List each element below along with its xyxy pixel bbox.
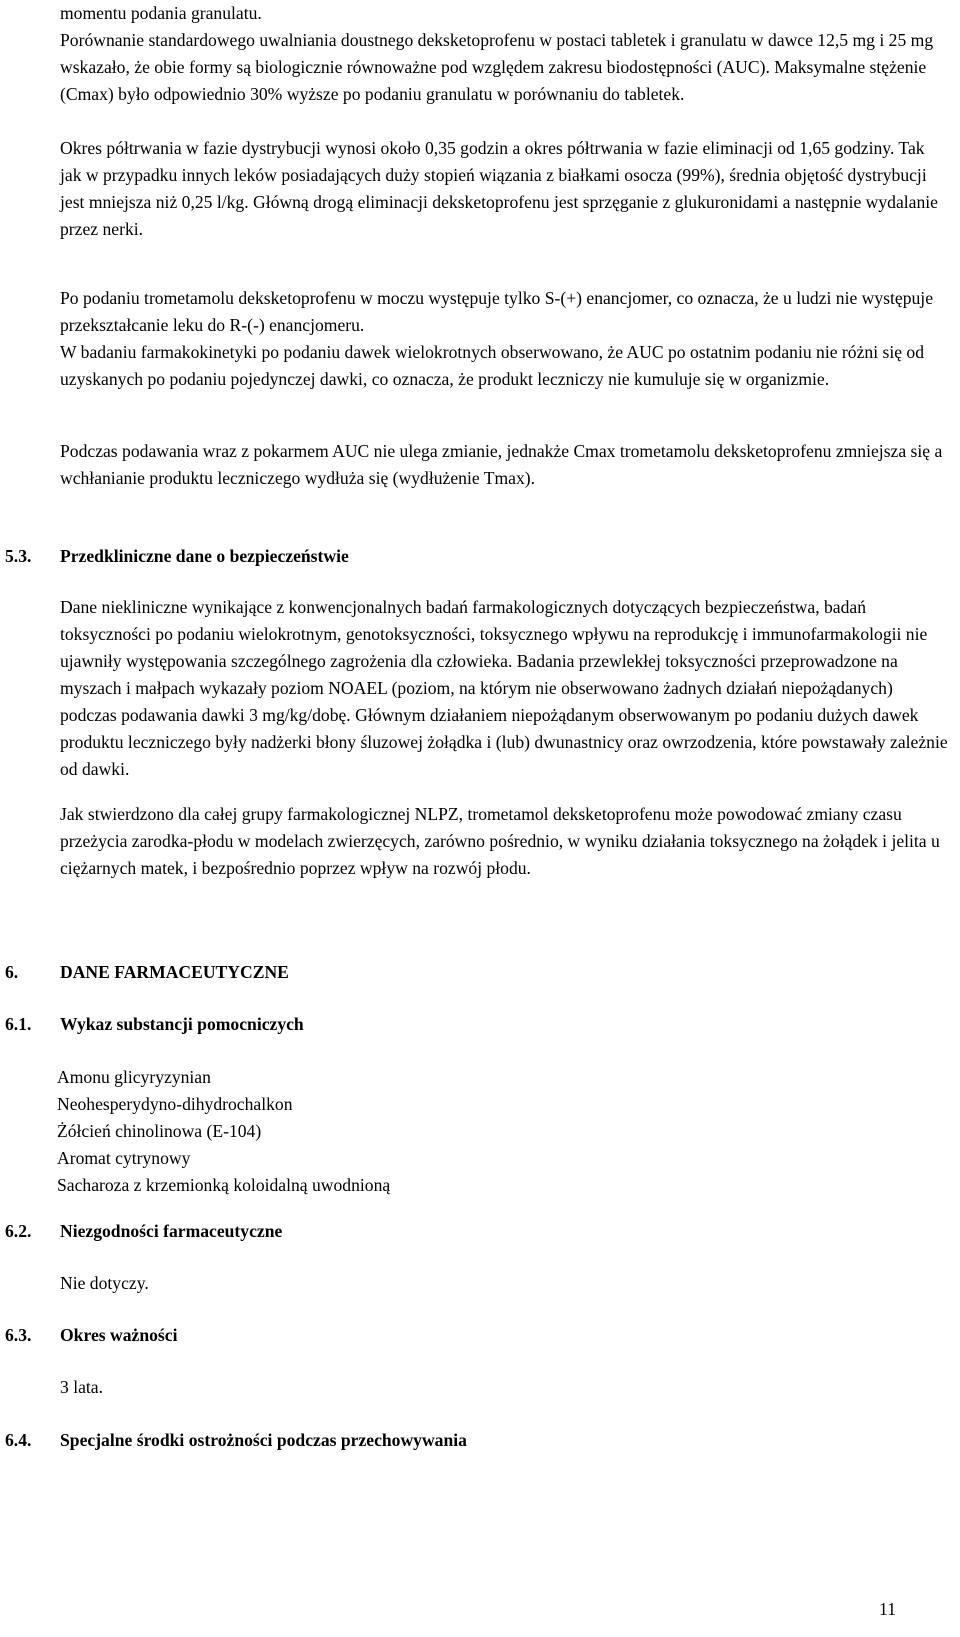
section-title: Okres ważności xyxy=(60,1325,178,1345)
preclinical-paragraph-2: Jak stwierdzono dla całej grupy farmakologicznej NLPZ, trometamol deksketoprofenu może powodować zmiany czasu przeżycia zarodka-płodu w modelach zwierzęcych, zarówno pośrednio, w wyniku działania toksycznego na żołądek i jelita u ciężarnych matek, i bezpośrednio poprzez wpływ na rozwój płodu. xyxy=(60,804,940,878)
section-title: DANE FARMACEUTYCZNE xyxy=(60,962,289,982)
list-item: Sacharoza z krzemionką koloidalną uwodnioną xyxy=(57,1175,391,1195)
list-item: Aromat cytrynowy xyxy=(57,1148,191,1168)
pk-paragraph-1: Porównanie standardowego uwalniania doustnego deksketoprofenu w postaci tabletek i granulatu w dawce 12,5 mg i 25 mg wskazało, że obie formy są biologicznie równoważne pod względem zakresu biodostępności (AUC). Maksymalne stężenie (Cmax) było odpowiednio 30% wyższe po podaniu granulatu w porównaniu do tabletek. xyxy=(60,30,934,104)
incompatibilities-text: Nie dotyczy. xyxy=(60,1273,149,1293)
intro-fragment: momentu podania granulatu. xyxy=(60,3,262,23)
section-number: 5.3. xyxy=(5,546,32,566)
excipients-list xyxy=(57,1064,390,1199)
section-number: 6.4. xyxy=(5,1430,32,1450)
section-title: Wykaz substancji pomocniczych xyxy=(60,1014,304,1034)
urine-paragraph-1: Po podaniu trometamolu deksketoprofenu w moczu występuje tylko S-(+) enancjomer, co oznacza, że u ludzi nie występuje przekształcanie leku do R-(-) enancjomeru. xyxy=(60,288,934,335)
page-number: 11 xyxy=(879,1599,896,1619)
list-item: Żółcień chinolinowa (E-104) xyxy=(57,1121,262,1141)
section-number: 6.3. xyxy=(5,1325,32,1345)
preclinical-paragraph-1: Dane niekliniczne wynikające z konwencjonalnych badań farmakologicznych dotyczących bezpieczeństwa, badań toksyczności po podaniu wielokrotnym, genotoksyczności, toksycznego wpływu na reprodukcję i immunofarmakologii nie ujawniły występowania szczególnego zagrożenia dla człowieka. Badania przewlekłej toksyczności przeprowadzone na myszach i małpach wykazały poziom NOAEL (poziom, na którym nie obserwowano żadnych działań niepożądanych) podczas podawania dawki 3 mg/kg/dobę. Głównym działaniem niepożądanym obserwowanym po podaniu dużych dawek produktu leczniczego były nadżerki błony śluzowej żołądka i (lub) dwunastnicy oraz owrzodzenia, które powstawały zależnie od dawki. xyxy=(60,597,948,779)
shelf-life-text: 3 lata. xyxy=(60,1377,103,1397)
section-number: 6. xyxy=(5,962,19,982)
section-number: 6.2. xyxy=(5,1221,32,1241)
list-item: Neohesperydyno-dihydrochalkon xyxy=(57,1094,293,1114)
section-title: Niezgodności farmaceutyczne xyxy=(60,1221,283,1241)
section-title: Specjalne środki ostrożności podczas przechowywania xyxy=(60,1430,467,1450)
list-item: Amonu glicyryzynian xyxy=(57,1067,211,1087)
food-paragraph: Podczas podawania wraz z pokarmem AUC nie ulega zmianie, jednakże Cmax trometamolu deksketoprofenu zmniejsza się a wchłanianie produktu leczniczego wydłuża się (wydłużenie Tmax). xyxy=(60,441,943,488)
section-title: Przedkliniczne dane o bezpieczeństwie xyxy=(60,546,349,566)
urine-paragraph-2: W badaniu farmakokinetyki po podaniu dawek wielokrotnych obserwowano, że AUC po ostatnim podaniu nie różni się od uzyskanych po podaniu pojedynczej dawki, co oznacza, że produkt leczniczy nie kumuluje się w organizmie. xyxy=(60,342,925,389)
pk-paragraph-2: Okres półtrwania w fazie dystrybucji wynosi około 0,35 godzin a okres półtrwania w fazie eliminacji od 1,65 godziny. Tak jak w przypadku innych leków posiadających duży stopień wiązania z białkami osocza (99%), średnia objętość dystrybucji jest mniejsza niż 0,25 l/kg. Główną drogą eliminacji deksketoprofenu jest sprzęganie z glukuronidami a następnie wydalanie przez nerki. xyxy=(60,138,938,239)
section-number: 6.1. xyxy=(5,1014,32,1034)
